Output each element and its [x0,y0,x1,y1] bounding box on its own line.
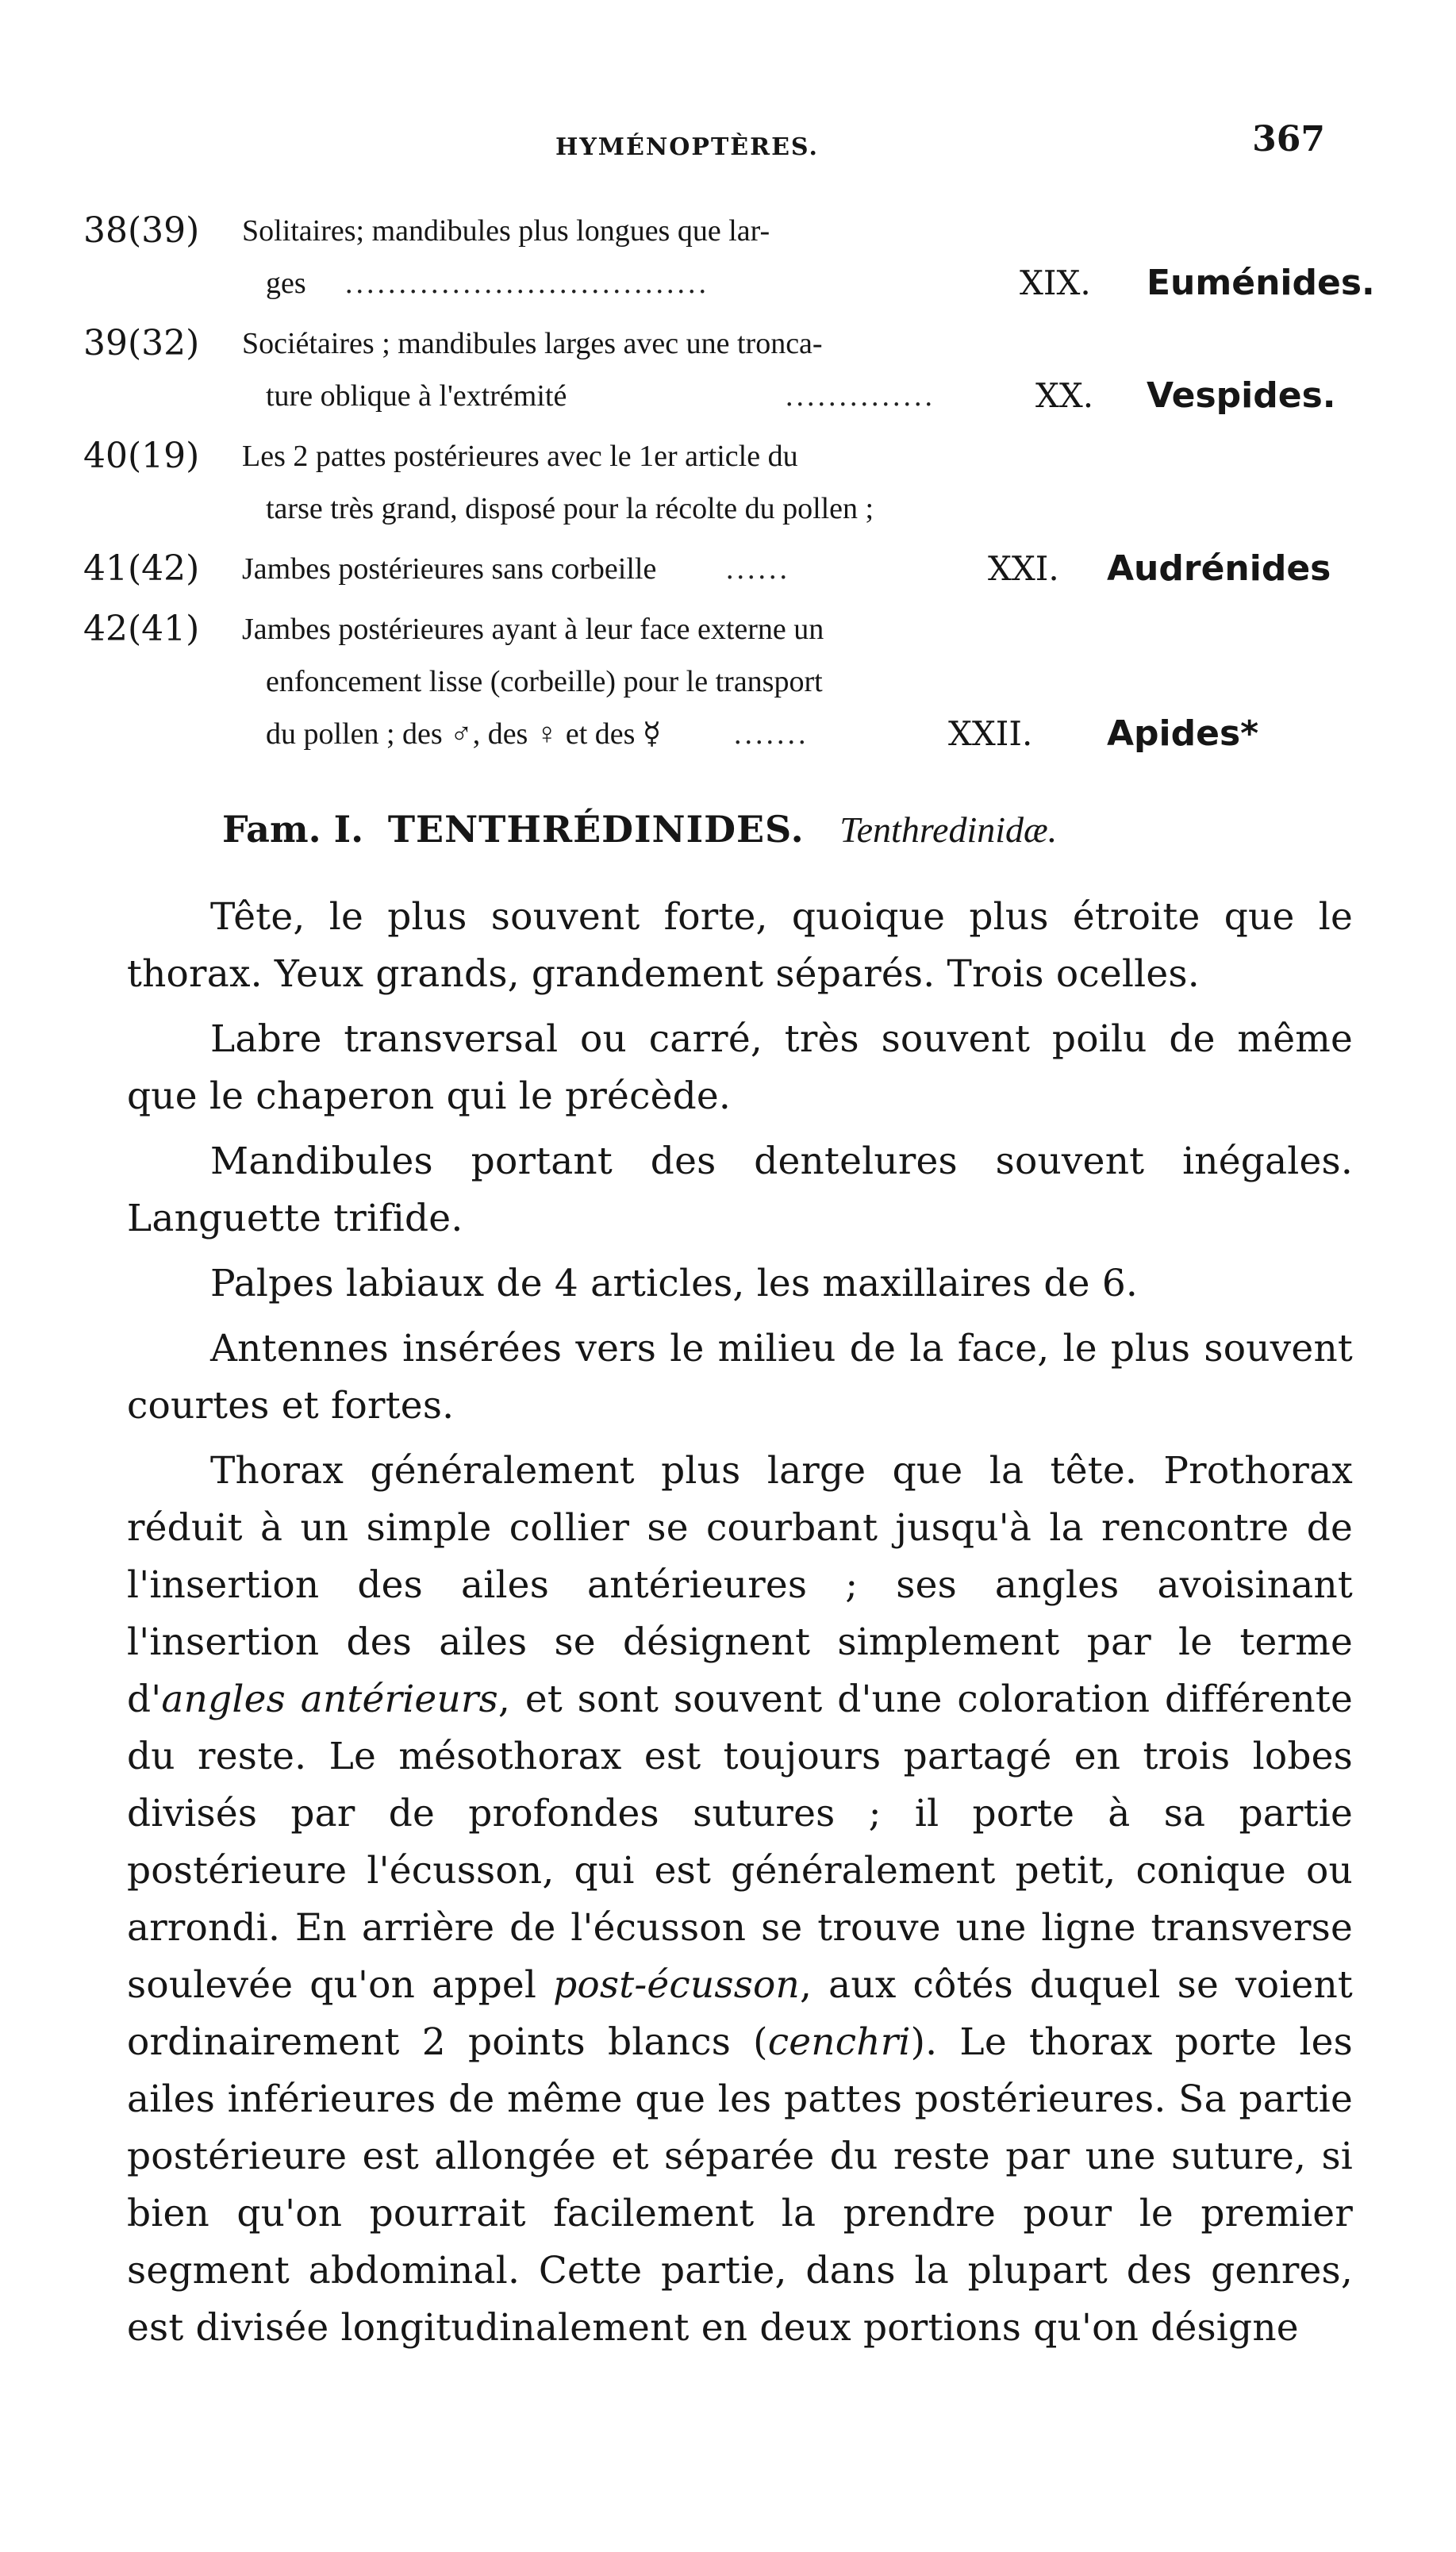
identification-key [83,205,1375,768]
paragraph: Labre transversal ou carré, très souvent poilu de même que le chaperon qui le précède. [127,1017,1353,1118]
key-text: enfoncement lisse (corbeille) pour le transport [266,665,823,698]
key-text: Les 2 pattes postérieures avec le 1er article du [242,440,798,473]
key-text: ture oblique à l'extrémité [266,379,567,413]
key-text: Sociétaires ; mandibules larges avec une tronca- [242,327,823,360]
key-text: ges [266,267,306,300]
key-result-name: Vespides. [1147,375,1336,416]
key-line [83,257,1375,309]
term-italic: angles antérieurs [161,1678,498,1721]
key-result-roman: XXII. [948,714,1033,753]
key-line [83,205,1345,257]
key-entry [83,205,1375,309]
text-run: Thorax généralement plus large que la tête. Prothorax réduit à un simple collier se courbant jusqu'à la rencontre de l'insertion des ailes antérieures ; ses angles avoisinant l'insertion des ailes se désignent simplement par le terme d' [127,1449,1353,1721]
key-line [83,708,1345,760]
key-text: tarse très grand, disposé pour la récolte du pollen ; [266,492,874,525]
term-italic: post-écusson [553,1963,801,2007]
dot-leader: .............. [786,379,935,413]
key-line [83,317,1345,370]
paragraph-thorax [127,1443,1353,2357]
key-entry [83,430,1345,535]
term-italic: cenchri [767,2020,911,2064]
key-entry [83,603,1345,760]
dot-leader: .................................. [345,267,709,300]
family-name: TENTHRÉDINIDES. [387,808,805,851]
key-number: 39(32) [83,323,200,363]
key-line [83,655,1345,708]
family-latin-name: Tenthredinidæ. [839,809,1058,850]
key-result-name: Apides* [1107,713,1259,754]
key-result-roman: XXI. [988,549,1059,588]
dot-leader: ....... [734,717,809,751]
key-result-name: Audrénides [1107,548,1331,589]
text-run: , aux côtés duquel se voient ordinairement 2 points blancs ( [127,1963,1353,2064]
key-number: 42(41) [83,609,200,649]
key-text: Solitaires; mandibules plus longues que lar- [242,214,770,248]
key-text: Jambes postérieures ayant à leur face externe un [242,613,824,646]
key-line [83,430,1345,482]
family-label: Fam. I. [222,808,364,851]
running-title: HYMÉNOPTÈRES. [555,133,819,161]
paragraph: Palpes labiaux de 4 articles, les maxillaires de 6. [210,1262,1139,1305]
key-text: Jambes postérieures sans corbeille [242,552,657,586]
text-run: ). Le thorax porte les ailes inférieures de même que les pattes postérieures. Sa partie postérieure est allongée et séparée du reste par une suture, si bien qu'on pourrait facilement la prendre pour le premier segment abdominal. Cette partie, dans la plupart des genres, est divisée longitudinalement en deux portions qu'on désigne [127,2020,1353,2350]
key-entry [83,317,1345,422]
key-entry [83,543,1345,595]
key-text: du pollen ; des ♂, des ♀ et des ☿ [266,717,662,751]
key-line [83,482,1345,535]
dot-leader: ...... [726,552,790,586]
paragraph: Antennes insérées vers le milieu de la face, le plus souvent courtes et fortes. [127,1327,1353,1428]
key-number: 41(42) [83,548,200,589]
page-number: 367 [1252,119,1325,160]
key-line [83,370,1345,422]
body-text [127,889,1353,2365]
paragraph: Tête, le plus souvent forte, quoique plus étroite que le thorax. Yeux grands, grandement séparés. Trois ocelles. [127,895,1353,996]
key-result-roman: XIX. [1020,263,1091,302]
key-line [83,603,1345,655]
key-number: 40(19) [83,436,200,476]
key-result-roman: XX. [1035,376,1094,415]
paragraph: Mandibules portant des dentelures souvent inégales. Languette trifide. [127,1140,1353,1240]
key-result-name: Euménides. [1147,263,1375,303]
key-line [83,543,1345,595]
key-number: 38(39) [83,210,200,251]
family-heading [222,808,1057,851]
text-run: , et sont souvent d'une coloration différente du reste. Le mésothorax est toujours partagé en trois lobes divisés par de profondes sutures ; il porte à sa partie postérieure l'écusson, qui est généralement petit, conique ou arrondi. En arrière de l'écusson se trouve une ligne transverse soulevée qu'on appel [127,1678,1353,2007]
